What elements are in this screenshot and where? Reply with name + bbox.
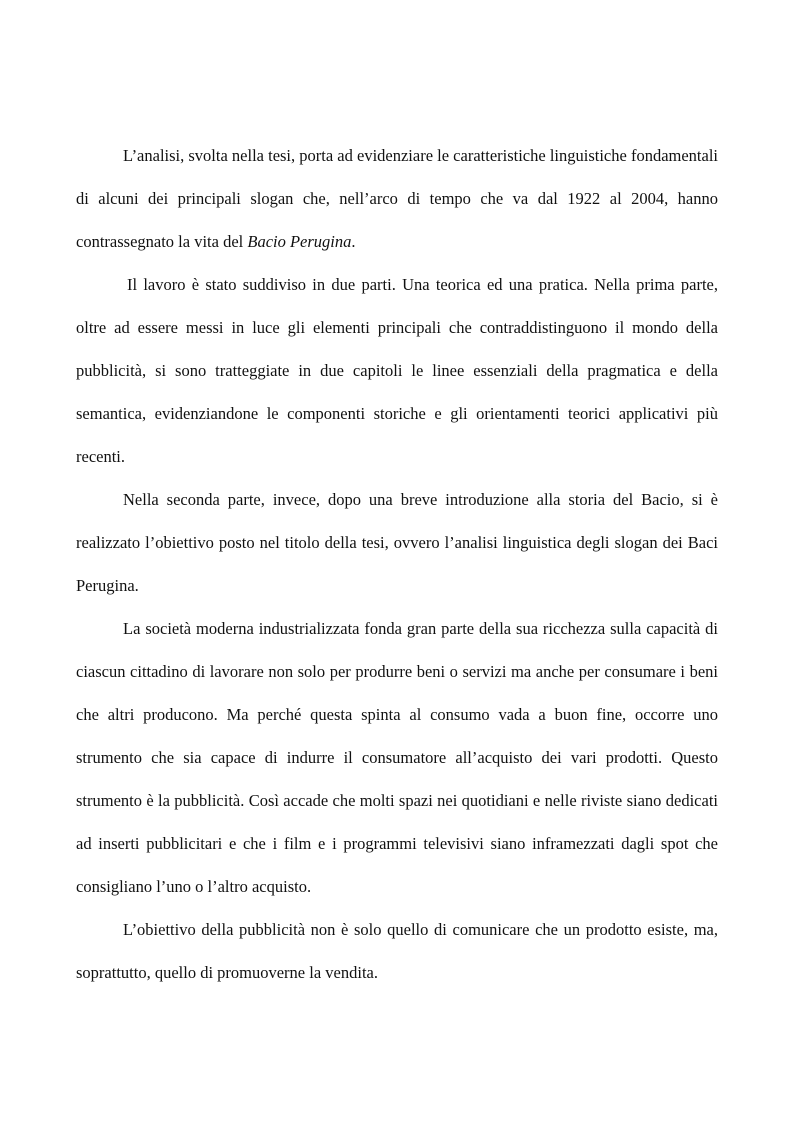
paragraph-intro [76,134,718,263]
product-name-italic: Bacio Perugina [247,232,352,251]
paragraph-second-part: Nella seconda parte, invece, dopo una breve introduzione alla storia del Bacio, si è realizzato l’obiettivo posto nel titolo della tesi, ovvero l’analisi linguistica degli slogan dei Baci Perugina. [76,490,718,595]
paragraph-intro-end: . [351,232,356,251]
paragraph-intro-text: L’analisi, svolta nella tesi, porta ad evidenziare le caratteristiche linguistiche fondamentali di alcuni dei principali slogan che, nell’arco di tempo che va dal 1922 al 2004, hanno contrassegnato la vita del [76,146,718,251]
document-page [76,134,718,994]
paragraph-society: La società moderna industrializzata fonda gran parte della sua ricchezza sulla capacità di ciascun cittadino di lavorare non solo per produrre beni o servizi ma anche per consumare i beni che altri producono. Ma perché questa spinta al consumo vada a buon fine, occorre uno strumento che sia capace di indurre il consumatore all’acquisto dei vari prodotti. Questo strumento è la pubblicità. Così accade che molti spazi nei quotidiani e nelle riviste siano dedicati ad inserti pubblicitari e che i film e i programmi televisivi siano inframezzati dagli spot che consigliano l’uno o l’altro acquisto. [76,619,718,896]
paragraph-objective: L’obiettivo della pubblicità non è solo quello di comunicare che un prodotto esiste, ma, soprattutto, quello di promuoverne la vendita. [76,920,718,982]
paragraph-structure: Il lavoro è stato suddiviso in due parti. Una teorica ed una pratica. Nella prima parte, oltre ad essere messi in luce gli elementi principali che contraddistinguono il mondo della pubblicità, si sono tratteggiate in due capitoli le linee essenziali della pragmatica e della semantica, evidenziandone le componenti storiche e gli orientamenti teorici applicativi più recenti. [76,275,718,466]
